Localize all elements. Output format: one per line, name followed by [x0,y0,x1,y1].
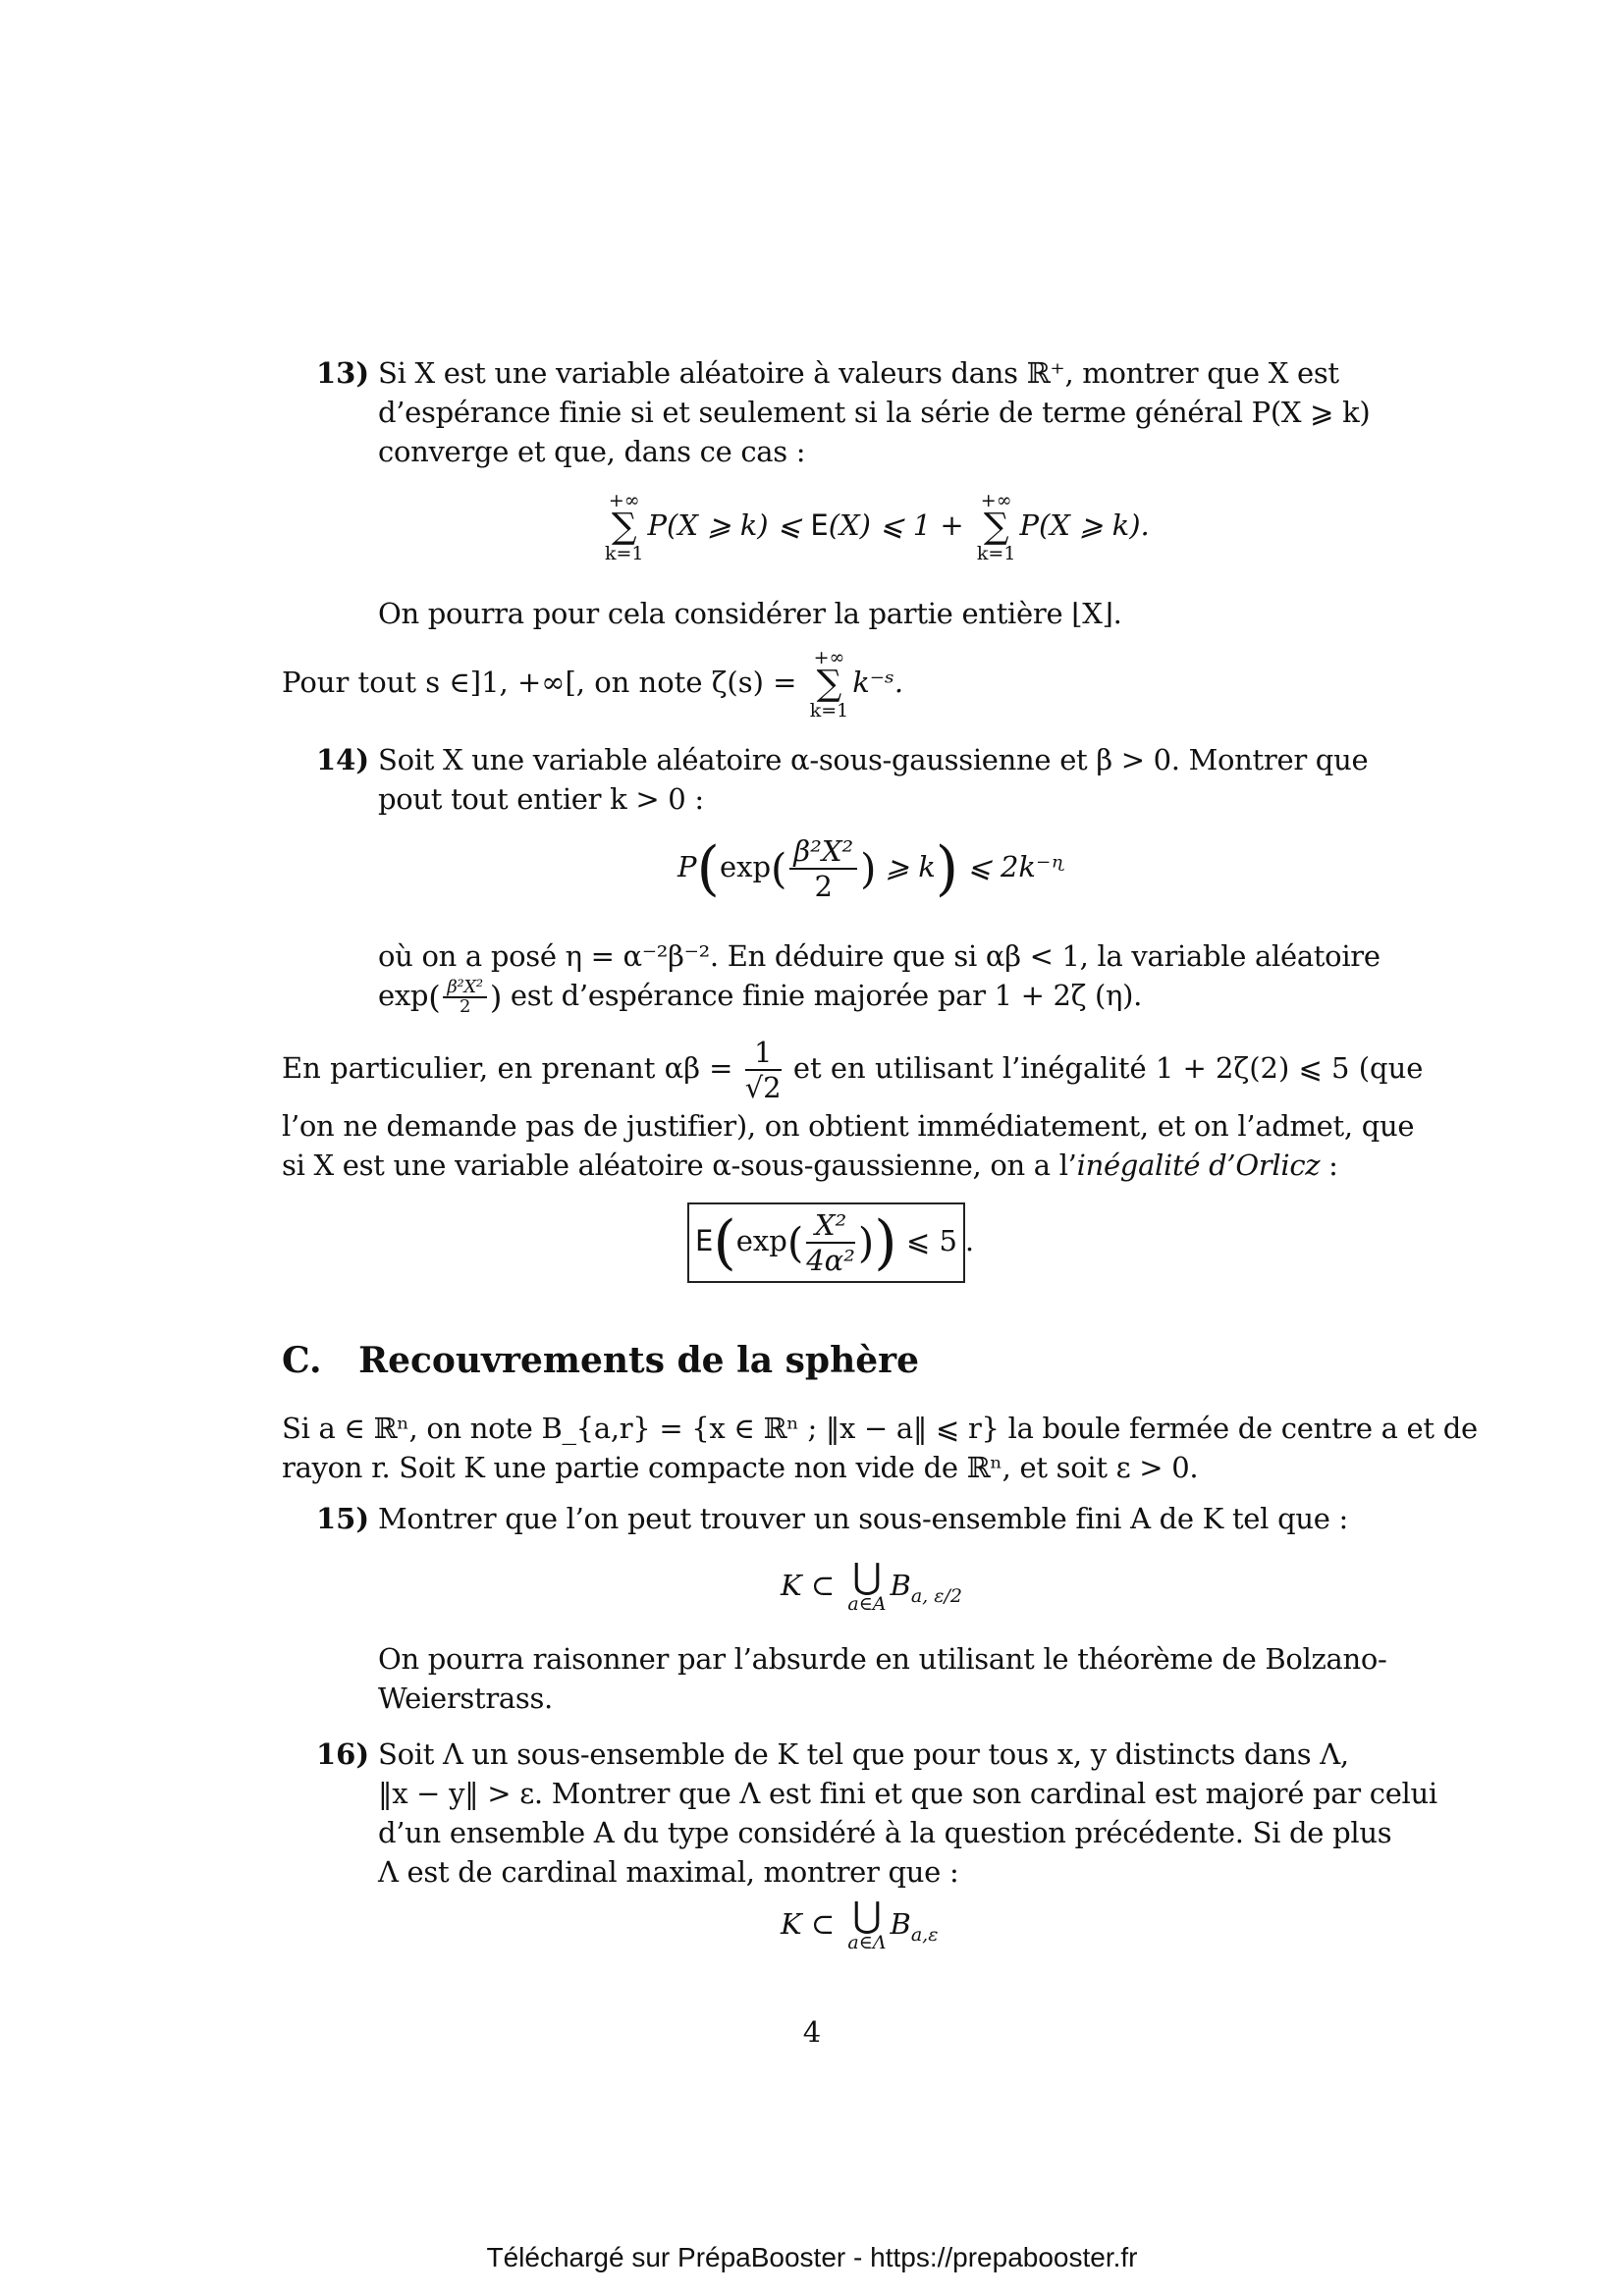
q13-left-term: P(X ⩾ k) ⩽ [647,508,811,542]
q13-right-term: P(X ⩾ k). [1019,508,1150,542]
q14-line2: pout tout entier k > 0 : [378,782,704,816]
question-13-text [378,353,1370,471]
q13-mid: (X) ⩽ 1 + [828,508,973,542]
sum-symbol: +∞ ∑ k=1 [976,490,1016,564]
section-c-intro: Si a ∈ ℝⁿ, on note B_{a,r} = {x ∈ ℝⁿ ; ‖x − a‖ ⩽ r} la boule fermée de centre a et de rayon r. Soit K une partie compacte non vide de ℝⁿ, et soit ε > 0. [282,1412,1478,1484]
sum-symbol: +∞ ∑ k=1 [809,647,849,721]
orlicz-text: l’on ne demande pas de justifier), on obtient immédiatement, et on l’admet, que si X est une variable aléatoire α-sous-gaussienne, on a l’inégalité d’Orlicz : [282,1109,1415,1182]
question-14-number: 14) [316,743,370,776]
sum-symbol: +∞ ∑ k=1 [605,490,644,564]
q16-equation: K ⊂ ⋃ a∈Λ $B_{a,\varepsilon}$ [781,1896,939,1953]
footer-credit: Téléchargé sur PrépaBooster - https://prepabooster.fr [486,2242,1138,2272]
page-number: 4 [802,2015,822,2049]
q15-equation: K ⊂ ⋃ a∈A $B_{a, \varepsilon/2}$ [781,1557,962,1615]
orlicz-inequality: E(exp( $\frac{\text{X²}}{\text{4α²}}$ )) ⩽ 5 . [687,1202,974,1283]
q14-line1: Soit X une variable aléatoire α-sous-gaussienne et β > 0. Montrer que [378,743,1369,776]
zeta-definition: Pour tout s ∈]1, +∞[, on note ζ(s) = +∞ ∑ k=1 k⁻ˢ. [282,647,904,721]
q14-equation: P(exp( $\frac{\text{β²X²}}{2}$ ) ⩾ k) ⩽ 2k⁻ᶯ [677,834,1065,903]
section-heading: C. Recouvrements de la sphère [282,1340,920,1381]
q13-equation [601,491,1150,563]
q13-line3: converge et que, dans ce cas : [378,435,806,468]
q16-text: Soit Λ un sous-ensemble de K tel que pour tous x, y distincts dans Λ, ‖x − y‖ > ε. Montrer que Λ est fini et que son cardinal est majoré par celui d’un ensemble A du type considéré à la question précédente. Si de plus Λ est de cardinal maximal, montrer que : [378,1737,1437,1889]
question-15-number: 15) [316,1502,370,1535]
question-13-number: 13) [316,356,370,390]
q15-text: Montrer que l’on peut trouver un sous-ensemble fini A de K tel que : [378,1502,1348,1535]
q13-hint: On pourra pour cela considérer la partie entière ⌊X⌋. [378,597,1122,630]
question-16-number: 16) [316,1737,370,1771]
q13-line1: Si X est une variable aléatoire à valeurs dans ℝ⁺, montrer que X est [378,356,1339,390]
q15-hint: On pourra raisonner par l’absurde en utilisant le théorème de Bolzano- Weierstrass. [378,1642,1387,1715]
q14-conclusion: où on a posé η = α⁻²β⁻². En déduire que si αβ < 1, la variable aléatoire exp( $\frac{\text{β²X²}}{2}$ ) est d’espérance finie majorée par 1 + 2ζ (η). [378,939,1380,1017]
q13-line2: d’espérance finie si et seulement si la série de terme général P(X ⩾ k) [378,396,1371,429]
question-14-text [378,740,1368,819]
boxed-result: E(exp( $\frac{\text{X²}}{\text{4α²}}$ )) ⩽ 5 [687,1202,965,1283]
orlicz-intro: En particulier, en prenant αβ = $\frac{1}{√2}$ et en utilisant l’inégalité 1 + 2ζ(2) ⩽ 5 (que [282,1036,1424,1104]
orlicz-term: inégalité d’Orlicz [1076,1148,1321,1182]
expectation-symbol: E [810,508,829,542]
